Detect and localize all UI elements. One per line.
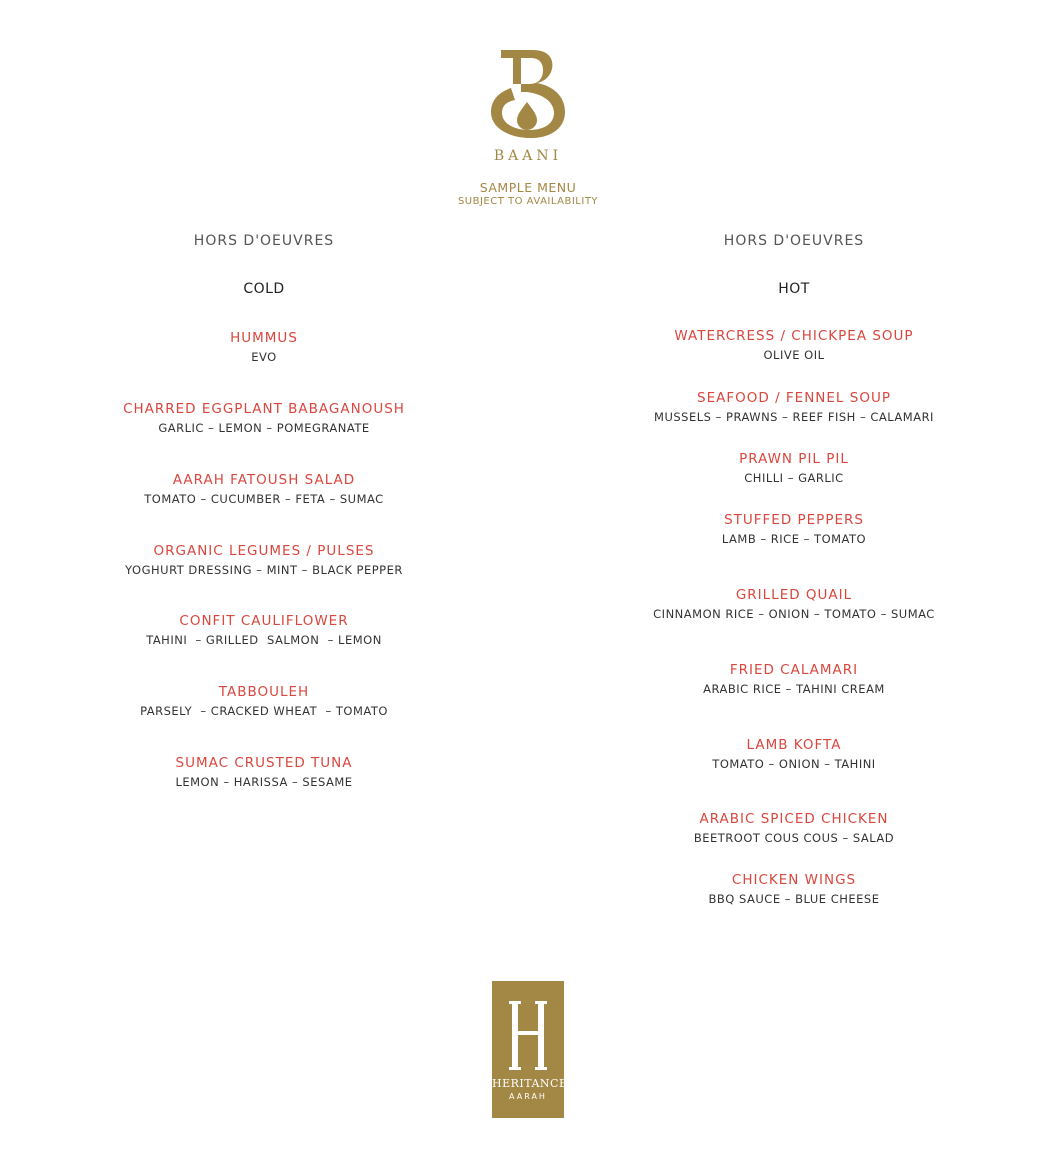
baani-logo-icon <box>487 44 569 144</box>
dish-name: CONFIT CAULIFLOWER <box>179 613 349 629</box>
menu-item <box>14 400 514 438</box>
dish-name: ARABIC SPICED CHICKEN <box>699 811 889 827</box>
section-heading: HORS D'OEUVRES <box>723 233 865 249</box>
menu-item <box>544 736 1044 774</box>
dish-description: OLIVE OIL <box>763 348 825 362</box>
dish-name: TABBOULEH <box>218 684 310 700</box>
menu-item <box>14 329 514 367</box>
dish-description: ARABIC RICE – TAHINI CREAM <box>703 682 885 696</box>
dish-description: BBQ SAUCE – BLUE CHEESE <box>708 892 880 906</box>
section-heading: HORS D'OEUVRES <box>193 233 335 249</box>
menu-item <box>14 542 514 580</box>
baani-logo <box>487 44 569 166</box>
menu-item <box>544 389 1044 427</box>
menu-item <box>14 754 514 792</box>
dish-name: PRAWN PIL PIL <box>739 451 849 467</box>
heritance-logo-icon <box>492 981 564 1073</box>
dish-name: GRILLED QUAIL <box>735 587 853 603</box>
dish-description: YOGHURT DRESSING – MINT – BLACK PEPPER <box>125 563 403 577</box>
heritance-logo <box>492 981 568 1118</box>
dish-description: LEMON – HARISSA – SESAME <box>175 775 353 789</box>
dish-name: AARAH FATOUSH SALAD <box>172 472 356 488</box>
dish-name: HUMMUS <box>230 330 298 346</box>
availability-note: SUBJECT TO AVAILABILITY <box>457 196 599 207</box>
dish-name: FRIED CALAMARI <box>729 662 859 678</box>
menu-item <box>544 327 1044 365</box>
dish-description: GARLIC – LEMON – POMEGRANATE <box>158 421 370 435</box>
dish-name: ORGANIC LEGUMES / PULSES <box>153 543 375 559</box>
menu-item <box>544 450 1044 488</box>
dish-description: LAMB – RICE – TOMATO <box>721 532 867 546</box>
dish-name: LAMB KOFTA <box>746 737 842 753</box>
menu-item <box>544 511 1044 549</box>
dish-description: TAHINI – GRILLED SALMON – LEMON <box>146 633 382 647</box>
sample-menu-title: SAMPLE MENU <box>479 180 577 195</box>
dish-name: STUFFED PEPPERS <box>724 512 864 528</box>
menu-item <box>14 683 514 721</box>
menu-item <box>14 612 514 650</box>
dish-description: PARSELY – CRACKED WHEAT – TOMATO <box>140 704 388 718</box>
dish-description: TOMATO – CUCUMBER – FETA – SUMAC <box>144 492 384 506</box>
dish-description: BEETROOT COUS COUS – SALAD <box>693 831 895 845</box>
menu-item <box>544 586 1044 624</box>
dish-name: CHICKEN WINGS <box>731 872 857 888</box>
dish-description: MUSSELS – PRAWNS – REEF FISH – CALAMARI <box>654 410 934 424</box>
menu-item <box>14 471 514 509</box>
dish-name: WATERCRESS / CHICKPEA SOUP <box>674 328 914 344</box>
menu-item <box>544 871 1044 909</box>
dish-name: CHARRED EGGPLANT BABAGANOUSH <box>123 401 405 417</box>
section-subheading: COLD <box>243 281 285 297</box>
dish-name: SEAFOOD / FENNEL SOUP <box>697 390 891 406</box>
logo-wordmark: BAANI <box>493 148 563 164</box>
menu-item <box>544 810 1044 848</box>
footer-brand-name: HERITANCE <box>492 1077 568 1090</box>
dish-description: CHILLI – GARLIC <box>744 471 844 485</box>
dish-name: SUMAC CRUSTED TUNA <box>175 755 353 771</box>
dish-description: TOMATO – ONION – TAHINI <box>712 757 876 771</box>
section-subheading: HOT <box>778 281 810 297</box>
dish-description: EVO <box>251 350 277 364</box>
footer-brand-sub: AARAH <box>509 1092 547 1101</box>
menu-item <box>544 661 1044 699</box>
dish-description: CINNAMON RICE – ONION – TOMATO – SUMAC <box>653 607 935 621</box>
